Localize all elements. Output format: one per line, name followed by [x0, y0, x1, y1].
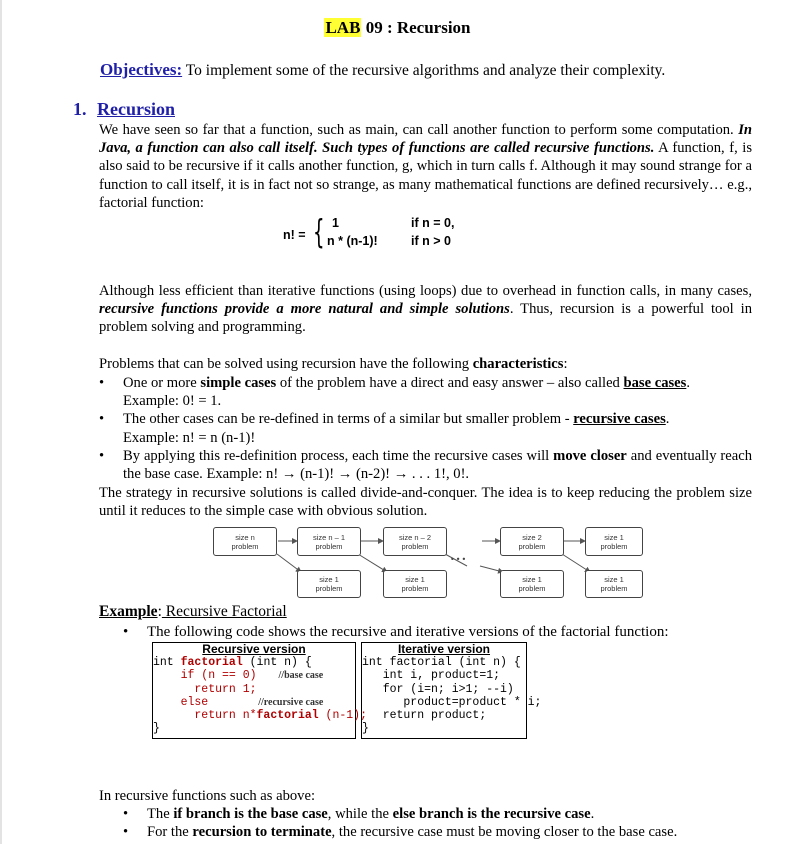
code-token: factorial	[256, 709, 319, 723]
item-text: The other cases can be re-defined in terms of a similar but smaller problem -	[123, 411, 574, 428]
characteristics-keyword: characteristics	[472, 356, 564, 372]
box-label: problem	[518, 584, 546, 593]
recursive-code-box	[152, 642, 367, 739]
intro-emphasis: In Java, a function can also call itself. Such types of functions are called recursive functions.	[99, 122, 752, 157]
code-line	[153, 656, 355, 669]
item-text: By applying this re-definition process, each time the recursive cases will	[123, 447, 554, 464]
list-item	[99, 447, 752, 483]
code-line	[153, 709, 367, 723]
code-token: else	[153, 695, 209, 709]
box-label: size 1	[405, 575, 425, 584]
diagram-box-top	[585, 527, 643, 556]
box-label: problem	[315, 584, 343, 593]
recursive-code-heading: Recursive version	[202, 642, 306, 656]
page-title	[0, 18, 795, 38]
section-heading-recursion	[73, 99, 175, 120]
code-token: int	[153, 656, 181, 670]
factorial-formula	[283, 212, 503, 255]
characteristics-intro	[99, 355, 752, 373]
item-bold: else branch is the recursive case	[392, 806, 591, 822]
item-bold: if branch is the base case	[173, 806, 328, 822]
objectives-label: Objectives:	[100, 60, 183, 79]
code-token: (int n) {	[242, 656, 312, 670]
diagram-box-bottom	[500, 570, 564, 598]
list-item	[99, 410, 752, 446]
item-text: , while the	[327, 806, 393, 822]
box-label: size 1	[604, 532, 624, 542]
list-item	[99, 374, 752, 410]
list-item	[123, 823, 753, 841]
code-token: (n-1);	[318, 709, 367, 723]
code-line: return product;	[362, 709, 487, 723]
lab-label-highlight: LAB	[325, 18, 361, 37]
divide-and-conquer-diagram	[205, 524, 645, 598]
item-text: .	[590, 806, 595, 822]
intro-paragraph	[99, 121, 752, 212]
item-bold: move closer	[553, 447, 627, 464]
characteristics-intro-text: Problems that can be solved using recursion have the following	[99, 356, 473, 372]
item-text: .	[686, 375, 690, 391]
formula-lhs: n! =	[283, 228, 306, 242]
example-bullet-list	[123, 623, 743, 641]
efficiency-text-2: . Thus, recursion is a powerful tool in problem solving and programming.	[99, 301, 752, 336]
intro-text-2: A function, f, is also said to be recursive if it calls another function, g, which in turn calls f. Although it may sound strange for a function to call itself, it is in fact not so strange, as many mathematical functions are defined recursively… e.g., factorial function:	[99, 140, 752, 211]
box-label: size n	[235, 532, 255, 542]
example-heading	[99, 603, 287, 621]
code-comment: //base case	[278, 670, 324, 682]
box-label: size n – 2	[398, 532, 432, 542]
box-label: problem	[600, 584, 628, 593]
code-comment: //recursive case	[258, 696, 324, 708]
item-text: One or more	[123, 375, 201, 391]
code-token: return n*	[153, 709, 257, 723]
box-label: size 2	[522, 532, 542, 542]
item-bold: simple cases	[200, 375, 277, 391]
diagram-box-top	[297, 527, 361, 556]
code-line	[153, 669, 355, 682]
efficiency-emphasis: recursive functions provide a more natural and simple solutions	[99, 301, 510, 318]
left-brace-icon: {	[313, 212, 325, 251]
list-item: • The following code shows the recursive and iterative versions of the factorial function:	[123, 623, 743, 641]
characteristics-list	[99, 374, 752, 483]
list-item	[123, 805, 753, 823]
code-line: product=product * i;	[362, 695, 542, 709]
lab-title: 09 : Recursion	[365, 18, 471, 37]
item-text: For the	[147, 824, 193, 841]
diagram-ellipsis: •••	[450, 555, 468, 564]
item-text: of the problem have a direct and easy answer – also called	[276, 375, 624, 391]
efficiency-text-1: Although less efficient than iterative functions (using loops) due to overhead in function calls, in many cases,	[99, 283, 752, 299]
diagram-box-bottom	[585, 570, 643, 598]
strategy-paragraph: The strategy in recursive solutions is called divide-and-conquer. The idea is to keep reducing the problem size until it reduces to the simple case with obvious solution.	[99, 485, 752, 520]
box-label: problem	[518, 541, 546, 551]
diagram-box-top	[500, 527, 564, 556]
box-label: size n – 1	[312, 532, 346, 542]
formula-case1-condition: if n = 0,	[411, 216, 455, 230]
item-example: Example: n! = n (n-1)!	[123, 429, 256, 446]
item-text: and eventually reach the base case. Example: n! → (n-1)! → (n-2)! → . . . 1!, 0!.	[123, 447, 753, 483]
diagram-box-top	[213, 527, 277, 556]
code-token: if (n == 0)	[153, 669, 257, 683]
code-line: }	[153, 722, 160, 736]
box-label: problem	[600, 541, 628, 551]
box-label: problem	[401, 541, 429, 551]
code-line	[153, 696, 355, 709]
example-label: Example	[99, 603, 158, 620]
box-label: size 1	[522, 575, 542, 584]
item-text: The	[147, 806, 174, 822]
box-label: size 1	[319, 575, 339, 584]
iterative-code-box	[361, 642, 542, 739]
diagram-box-bottom	[383, 570, 447, 598]
example-colon: :	[157, 603, 162, 620]
closing-intro: In recursive functions such as above:	[99, 788, 315, 804]
code-line: }	[362, 722, 369, 736]
code-line: int factorial (int n) {	[362, 656, 521, 670]
code-line: int i, product=1;	[362, 669, 501, 683]
diagram-box-top	[383, 527, 447, 556]
objectives-text: To implement some of the recursive algorithms and analyze their complexity.	[185, 62, 666, 79]
base-cases-term: base cases	[623, 375, 687, 391]
example-title: Recursive Factorial	[161, 603, 287, 620]
box-label: size 1	[604, 575, 624, 584]
box-label: problem	[401, 584, 429, 593]
formula-case1-value: 1	[332, 216, 339, 230]
code-line: return 1;	[153, 682, 257, 696]
characteristics-colon: :	[563, 356, 568, 372]
item-text: .	[665, 411, 670, 428]
efficiency-paragraph	[99, 282, 752, 337]
closing-list	[123, 805, 753, 841]
box-label: problem	[315, 541, 343, 551]
code-line: for (i=n; i>1; --i)	[362, 682, 514, 696]
item-text: , the recursive case must be moving closer to the base case.	[331, 824, 678, 841]
recursive-cases-term: recursive cases	[573, 411, 666, 428]
page-left-border	[0, 0, 2, 844]
formula-case2-value: n * (n-1)!	[327, 234, 378, 248]
item-example: Example: 0! = 1.	[123, 393, 222, 410]
code-token: factorial	[180, 656, 243, 670]
iterative-code-heading: Iterative version	[397, 642, 491, 656]
objectives-line	[100, 60, 665, 80]
section-title: Recursion	[97, 99, 175, 119]
section-number: 1.	[73, 99, 87, 119]
intro-text-1: We have seen so far that a function, such as main, can call another function to perform some computation.	[99, 122, 739, 138]
item-bold: recursion to terminate	[192, 824, 332, 841]
arrow-down-right	[277, 554, 301, 572]
box-label: problem	[231, 541, 259, 551]
arrow-down-right	[358, 554, 387, 572]
formula-case2-condition: if n > 0	[411, 234, 451, 248]
diagram-box-bottom	[297, 570, 361, 598]
